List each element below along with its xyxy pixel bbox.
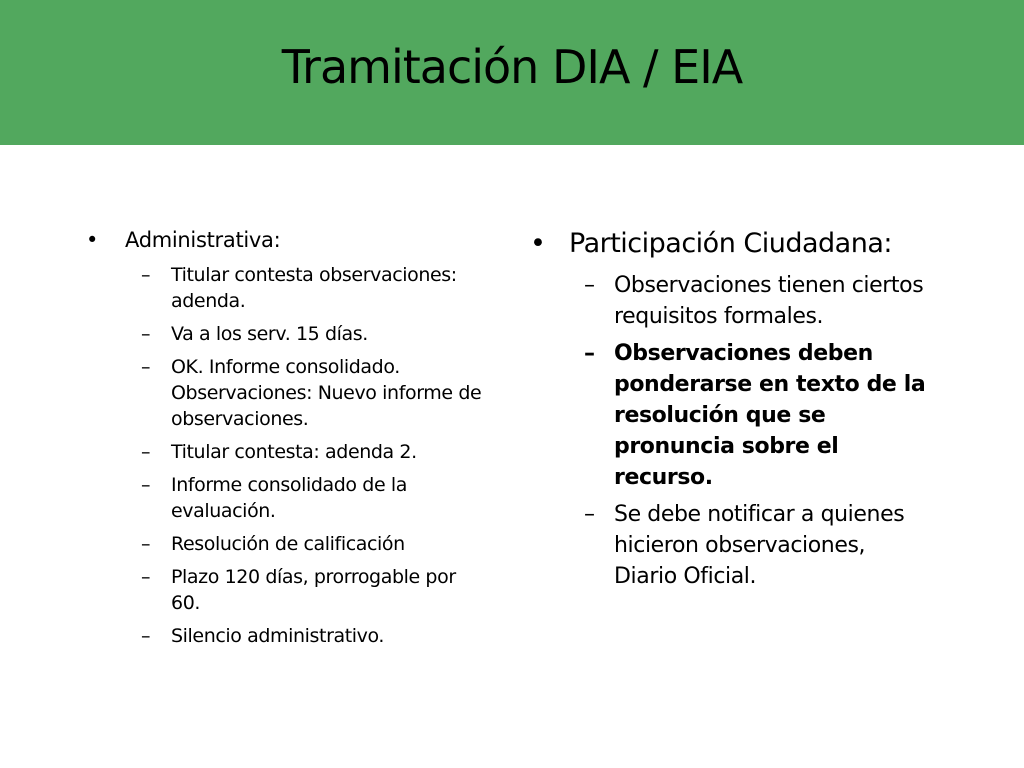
right-sub-list xyxy=(530,270,930,592)
bullet-icon: • xyxy=(86,228,99,252)
left-sub-item xyxy=(141,623,486,649)
dash-icon: – xyxy=(584,341,595,366)
right-bullet-list xyxy=(530,225,930,592)
right-sub-item-text: Observaciones tienen ciertos requisitos formales. xyxy=(614,273,924,329)
dash-icon: – xyxy=(141,356,151,378)
left-sub-item xyxy=(141,439,486,465)
dash-icon: – xyxy=(141,533,151,555)
dash-icon: – xyxy=(141,441,151,463)
left-sub-item-text: Va a los serv. 15 días. xyxy=(171,323,368,345)
bullet-icon: • xyxy=(530,228,546,259)
left-sub-item xyxy=(141,354,486,432)
right-heading: Participación Ciudadana: xyxy=(569,228,892,259)
left-sub-item-text: Titular contesta: adenda 2. xyxy=(171,441,417,463)
right-sub-item-text: Se debe notificar a quienes hicieron observaciones, Diario Oficial. xyxy=(614,502,905,589)
dash-icon: – xyxy=(141,474,151,496)
right-column xyxy=(530,225,930,598)
left-sub-item xyxy=(141,531,486,557)
left-sub-item-text: Resolución de calificación xyxy=(171,533,405,555)
left-sub-item-text: Informe consolidado de la evaluación. xyxy=(171,474,408,522)
dash-icon: – xyxy=(141,323,151,345)
dash-icon: – xyxy=(141,566,151,588)
dash-icon: – xyxy=(141,264,151,286)
slide-title: Tramitación DIA / EIA xyxy=(281,40,743,94)
right-sub-item xyxy=(584,499,930,592)
left-bullet-list xyxy=(86,225,486,649)
left-sub-item xyxy=(141,564,486,616)
dash-icon: – xyxy=(141,625,151,647)
left-column xyxy=(86,225,486,656)
left-sub-item-text: Plazo 120 días, prorrogable por 60. xyxy=(171,566,456,614)
left-heading: Administrativa: xyxy=(125,228,281,252)
left-sub-item xyxy=(141,321,486,347)
right-sub-item-emphasis xyxy=(584,338,930,493)
left-sub-item-text: Silencio administrativo. xyxy=(171,625,385,647)
left-sub-item xyxy=(141,262,486,314)
left-sub-item xyxy=(141,472,486,524)
right-sub-item xyxy=(584,270,930,332)
right-bullet-item xyxy=(530,225,930,592)
right-sub-item-text: Observaciones deben ponderarse en texto de la resolución que se pronuncia sobre el recurso. xyxy=(614,341,926,490)
left-sub-item-text: Titular contesta observaciones: adenda. xyxy=(171,264,457,312)
left-sub-item-text: OK. Informe consolidado. Observaciones: Nuevo informe de observaciones. xyxy=(171,356,482,430)
left-sub-list xyxy=(86,262,486,649)
left-bullet-item xyxy=(86,225,486,649)
dash-icon: – xyxy=(584,273,595,298)
dash-icon: – xyxy=(584,502,595,527)
